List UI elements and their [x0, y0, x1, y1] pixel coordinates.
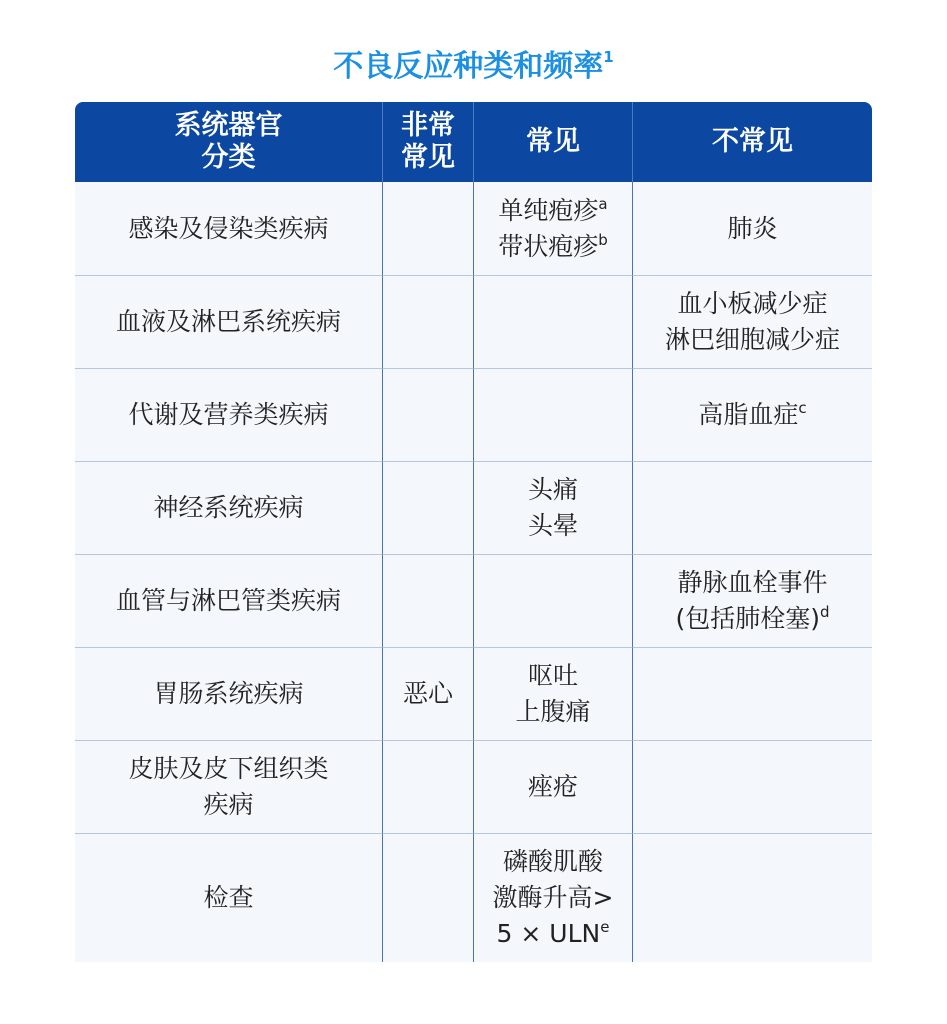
cell-line [79, 676, 378, 712]
cell-line [637, 322, 868, 358]
cell-very-common [383, 368, 474, 461]
cell-system-organ-class [75, 461, 383, 554]
cell-text: 高脂血症 [698, 400, 799, 429]
cell-uncommon [633, 740, 872, 833]
cell-common [474, 368, 633, 461]
cell-line [478, 844, 628, 880]
cell-line [478, 658, 628, 694]
cell-line [79, 397, 378, 433]
footnote-ref: c [798, 399, 807, 417]
cell-system-organ-class [75, 368, 383, 461]
cell-very-common [383, 182, 474, 275]
cell-text: 检查 [203, 883, 254, 912]
cell-line [79, 787, 378, 823]
cell-system-organ-class [75, 554, 383, 647]
cell-text: 激酶升高> [492, 883, 614, 912]
cell-common [474, 740, 633, 833]
table-row [75, 647, 872, 740]
cell-line [79, 211, 378, 247]
cell-line [79, 304, 378, 340]
table-row [75, 368, 872, 461]
cell-common [474, 833, 633, 962]
header-very-common-line2: 常见 [401, 142, 455, 173]
header-system-organ-class [75, 102, 383, 182]
header-uncommon: 不常见 [633, 102, 872, 182]
cell-very-common [383, 833, 474, 962]
cell-uncommon [633, 833, 872, 962]
cell-line [637, 397, 868, 433]
cell-very-common [383, 740, 474, 833]
cell-line [637, 601, 868, 637]
cell-text: 头痛 [527, 475, 578, 504]
cell-system-organ-class [75, 275, 383, 368]
cell-system-organ-class [75, 740, 383, 833]
cell-text: 血管与淋巴管类疾病 [115, 586, 341, 615]
footnote-ref: d [819, 603, 830, 621]
cell-text: 疾病 [203, 790, 254, 819]
cell-line [478, 916, 628, 952]
cell-text: 5 × ULN [496, 919, 601, 948]
cell-text: 呕吐 [527, 661, 578, 690]
header-soc-line1: 系统器官 [174, 110, 283, 141]
table-row [75, 461, 872, 554]
header-soc-line2: 分类 [201, 142, 256, 173]
cell-common [474, 182, 633, 275]
cell-text: 恶心 [402, 679, 453, 708]
cell-text: (包括肺栓塞) [675, 604, 820, 633]
header-very-common-line1: 非常 [401, 110, 455, 141]
cell-line [637, 211, 868, 247]
cell-text: 血液及淋巴系统疾病 [115, 307, 341, 336]
cell-uncommon [633, 647, 872, 740]
cell-text: 代谢及营养类疾病 [128, 400, 329, 429]
header-common: 常见 [474, 102, 633, 182]
cell-text: 带状疱疹 [498, 231, 599, 261]
table-row [75, 275, 872, 368]
cell-common [474, 461, 633, 554]
cell-system-organ-class [75, 833, 383, 962]
cell-text: 淋巴细胞减少症 [664, 325, 840, 354]
cell-line [79, 490, 378, 526]
page-title [0, 42, 947, 92]
cell-text: 皮肤及皮下组织类 [128, 754, 329, 783]
cell-text: 肺炎 [727, 213, 778, 243]
cell-text: 头晕 [527, 511, 578, 540]
cell-line [478, 880, 628, 916]
cell-common [474, 554, 633, 647]
cell-line [478, 229, 628, 265]
adverse-reactions-table [75, 102, 872, 962]
table-row [75, 833, 872, 962]
table-header-row [75, 102, 872, 182]
cell-line [478, 193, 628, 229]
cell-text: 静脉血栓事件 [677, 568, 828, 597]
title-text: 不良反应种类和频率 [333, 49, 604, 84]
cell-text: 血小板减少症 [677, 289, 828, 318]
cell-text: 上腹痛 [515, 697, 591, 726]
cell-line [79, 751, 378, 787]
cell-line [387, 676, 469, 712]
cell-line [637, 565, 868, 601]
cell-line [79, 880, 378, 916]
cell-line [478, 472, 628, 508]
cell-uncommon [633, 461, 872, 554]
cell-common [474, 275, 633, 368]
table-row [75, 182, 872, 275]
cell-text: 胃肠系统疾病 [153, 679, 304, 708]
footnote-ref: a [598, 194, 608, 213]
footnote-ref: b [598, 230, 608, 249]
cell-text: 磷酸肌酸 [502, 847, 603, 876]
cell-text: 单纯疱疹 [498, 195, 599, 225]
cell-text: 神经系统疾病 [153, 493, 304, 522]
cell-very-common [383, 275, 474, 368]
cell-line [637, 286, 868, 322]
footnote-ref: e [600, 918, 610, 936]
cell-system-organ-class [75, 182, 383, 275]
cell-very-common [383, 554, 474, 647]
cell-uncommon [633, 368, 872, 461]
cell-uncommon [633, 275, 872, 368]
cell-line [478, 508, 628, 544]
cell-uncommon [633, 554, 872, 647]
cell-text: 痤疮 [527, 772, 578, 801]
cell-line [478, 694, 628, 730]
table-row [75, 740, 872, 833]
table-row [75, 554, 872, 647]
cell-system-organ-class [75, 647, 383, 740]
cell-line [478, 769, 628, 805]
table-body [75, 182, 872, 962]
title-footnote-ref: 1 [603, 48, 614, 66]
cell-text: 感染及侵染类疾病 [128, 213, 329, 243]
header-very-common [383, 102, 474, 182]
cell-uncommon [633, 182, 872, 275]
cell-line [79, 583, 378, 619]
cell-very-common [383, 461, 474, 554]
cell-common [474, 647, 633, 740]
cell-very-common [383, 647, 474, 740]
